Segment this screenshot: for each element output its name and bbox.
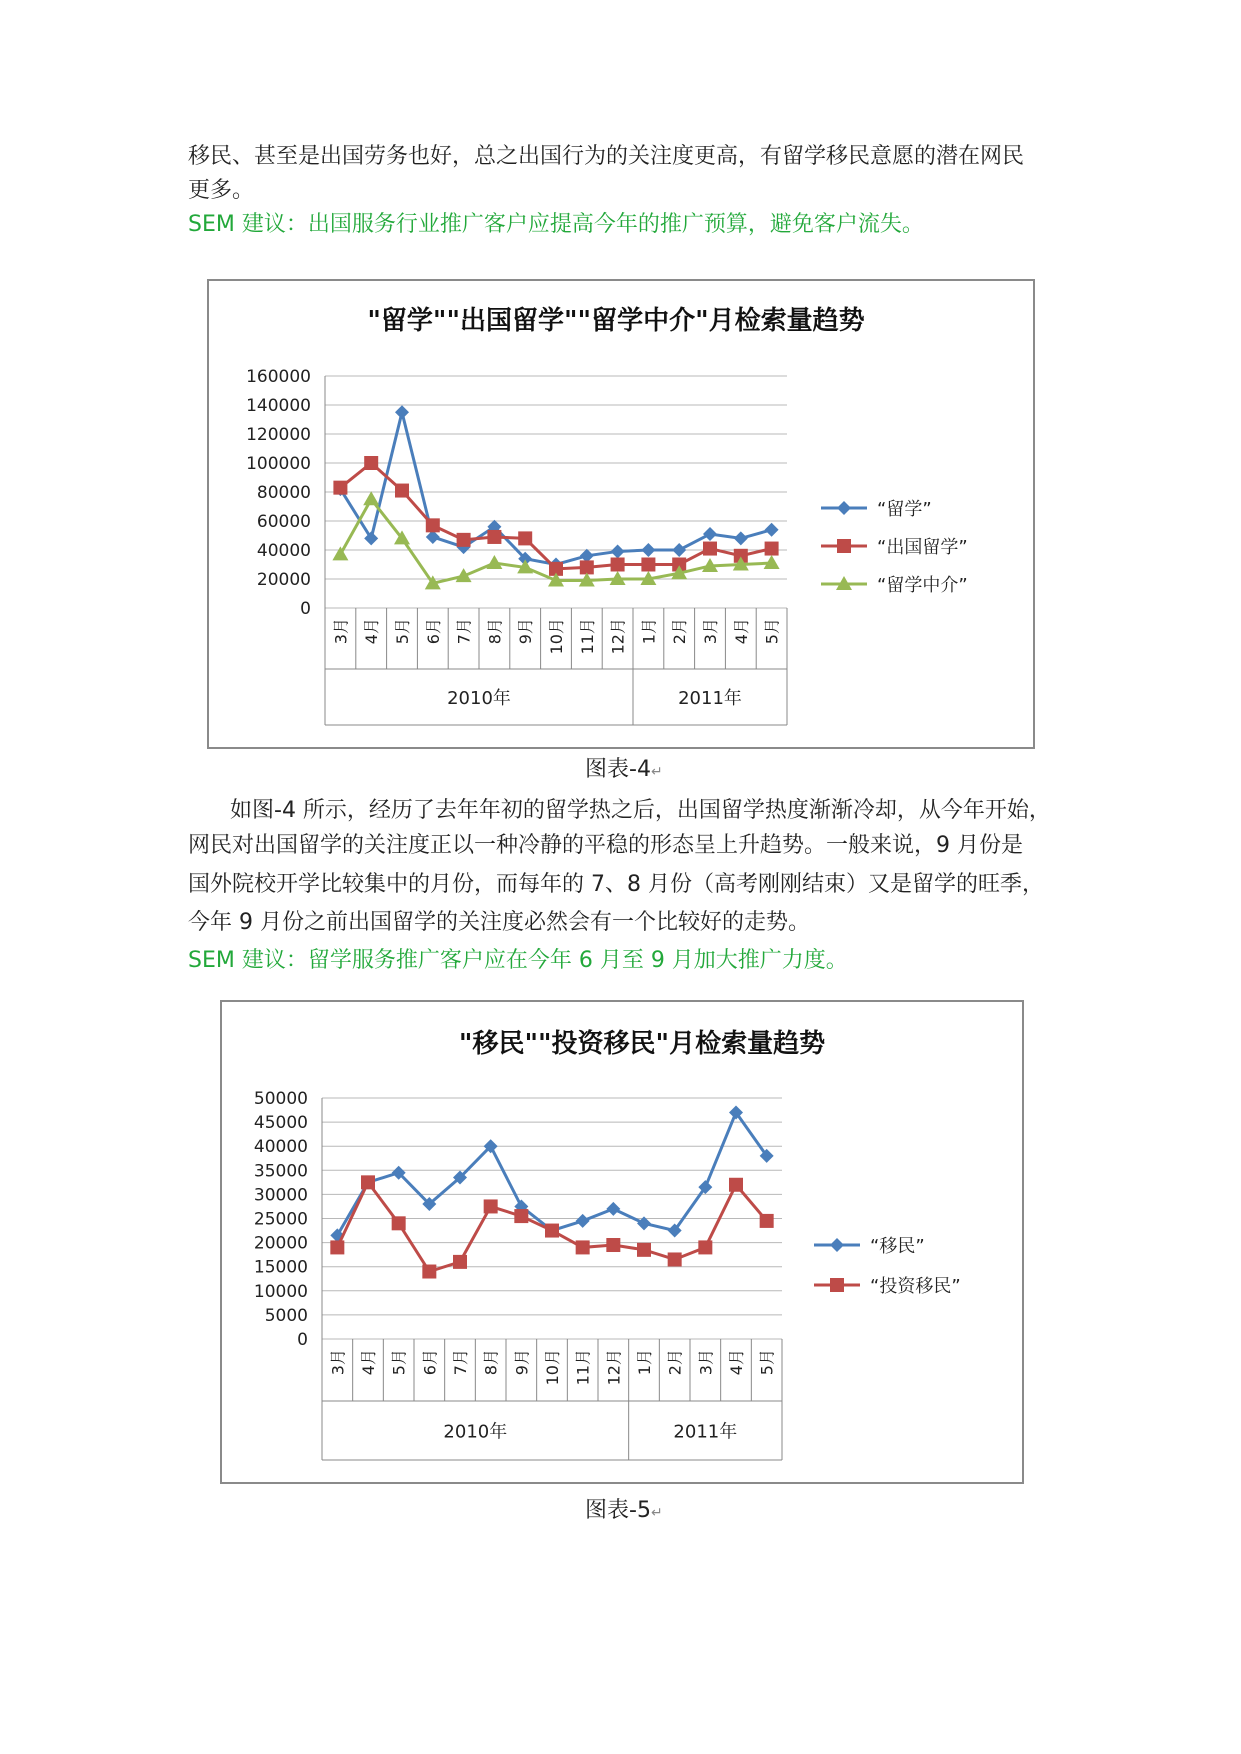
x-tick-label: 6月 [420,1349,440,1376]
x-tick-label: 2月 [665,1349,685,1376]
paragraph-2-line-3: 国外院校开学比较集中的月份，而每年的 7、8 月份（高考刚刚结束）又是留学的旺季， [188,872,1044,897]
legend-label: “投资移民” [870,1276,961,1297]
x-tick-label: 9月 [512,1349,532,1376]
data-point [364,456,378,470]
data-point [518,531,532,545]
x-tick-label: 12月 [604,1349,624,1386]
y-tick-label: 40000 [256,541,311,561]
chart-box-1 [207,279,1035,749]
y-tick-label: 20000 [253,1233,308,1254]
legend-marker [837,501,851,515]
data-point [333,481,347,495]
legend-marker [830,1278,844,1292]
y-tick-label: 10000 [253,1281,308,1302]
data-point [426,518,440,532]
x-tick-label: 2月 [670,618,690,645]
data-point [606,1202,620,1216]
y-tick-label: 5000 [264,1305,308,1326]
y-tick-label: 100000 [246,454,311,474]
paragraph-mark: ↵ [650,1505,663,1521]
data-point [330,1240,344,1254]
y-tick-label: 80000 [256,483,311,503]
y-tick-label: 35000 [253,1161,308,1182]
x-tick-label: 7月 [451,1349,470,1376]
y-tick-label: 0 [300,599,311,619]
data-point [668,1252,682,1266]
legend-label: “留学” [877,499,932,520]
x-tick-label: 4月 [731,618,751,645]
x-tick-label: 6月 [423,618,443,645]
figure-4-caption-text: 图表-4 [585,757,651,782]
data-point [703,542,717,556]
data-point [734,531,748,545]
paragraph-2-line-1: 如图-4 所示，经历了去年年初的留学热之后，出国留学热度渐渐冷却，从今年开始， [230,798,1051,823]
data-point [487,530,501,544]
chart-box-2 [220,1000,1024,1484]
legend-marker [837,539,851,553]
y-tick-label: 140000 [246,396,311,416]
x-tick-label: 5月 [393,618,412,645]
y-tick-label: 25000 [253,1209,308,1230]
y-tick-label: 15000 [253,1257,308,1278]
data-point [457,533,471,547]
paragraph-1-line-2: 更多。 [188,178,255,203]
data-point [637,1243,651,1257]
legend-marker [830,1238,844,1252]
x-tick-label: 1月 [639,618,659,645]
x-tick-label: 12月 [608,618,628,655]
y-tick-label: 20000 [256,570,311,590]
y-tick-label: 30000 [253,1185,308,1206]
figure-5-caption-text: 图表-5 [585,1498,651,1523]
data-point [395,405,409,419]
paragraph-1-line-1: 移民、甚至是出国劳务也好，总之出国行为的关注度更高，有留学移民意愿的潜在网民 [188,144,1025,169]
chart-2 [222,1002,1022,1482]
data-point [580,560,594,574]
y-tick-label: 0 [297,1330,308,1350]
x-tick-label: 3月 [701,618,720,645]
y-tick-label: 50000 [253,1089,308,1109]
x-tick-label: 11月 [577,618,597,655]
group-label: 2011年 [678,688,742,709]
data-point [765,523,779,537]
data-point [364,531,378,545]
group-label: 2010年 [447,688,511,709]
y-tick-label: 45000 [253,1113,308,1134]
data-point [703,527,717,541]
group-label: 2011年 [673,1421,738,1443]
data-point [641,558,655,572]
data-point [395,484,409,498]
data-point [545,1224,559,1238]
x-tick-label: 3月 [328,1349,348,1376]
data-point [332,546,348,560]
data-point [611,558,625,572]
x-tick-label: 8月 [485,618,505,645]
data-point [453,1255,467,1269]
paragraph-2-line-2: 网民对出国留学的关注度正以一种冷静的平稳的形态呈上升趋势。一般来说，9 月份是 [188,833,1023,858]
x-tick-label: 5月 [762,618,782,645]
data-point [422,1265,436,1279]
sem-advice-1: SEM 建议：出国服务行业推广客户应提高今年的推广预算，避免客户流失。 [188,212,924,237]
x-tick-label: 9月 [516,618,536,645]
x-tick-label: 7月 [454,618,474,645]
data-point [576,1214,590,1228]
x-tick-label: 5月 [389,1349,409,1376]
x-tick-label: 3月 [696,1349,716,1376]
legend-label: “留学中介” [877,575,968,596]
x-tick-label: 4月 [362,618,382,645]
x-tick-label: 4月 [359,1349,378,1376]
x-tick-label: 10月 [543,1349,562,1386]
sem-advice-2: SEM 建议：留学服务推广客户应在今年 6 月至 9 月加大推广力度。 [188,948,848,973]
data-point [576,1240,590,1254]
data-point [760,1214,774,1228]
data-point [765,542,779,556]
y-tick-label: 40000 [253,1137,308,1158]
data-point [606,1238,620,1252]
data-point [392,1216,406,1230]
x-tick-label: 3月 [331,618,351,645]
y-tick-label: 160000 [246,367,311,387]
data-point [698,1240,712,1254]
data-point [729,1178,743,1192]
chart-1 [209,281,1033,747]
paragraph-mark: ↵ [650,764,663,780]
x-tick-label: 1月 [635,1349,654,1376]
chart-title: "移民""投资移民"月检索量趋势 [458,1029,826,1059]
x-tick-label: 5月 [757,1349,777,1376]
legend-label: “移民” [870,1236,925,1257]
figure-4-caption [585,752,663,783]
x-tick-label: 8月 [481,1349,501,1376]
data-point [514,1209,528,1223]
group-label: 2010年 [443,1421,508,1443]
data-point [672,543,686,557]
x-tick-label: 10月 [547,618,566,655]
x-tick-label: 4月 [727,1349,746,1376]
paragraph-2-line-4: 今年 9 月份之前出国留学的关注度必然会有一个比较好的走势。 [188,910,810,935]
data-point [486,555,502,569]
data-point [484,1199,498,1213]
data-point [611,544,625,558]
chart-title: "留学""出国留学""留学中介"月检索量趋势 [367,306,865,336]
data-point [363,491,379,505]
data-point [361,1175,375,1189]
legend-label: “出国留学” [877,537,968,558]
y-tick-label: 120000 [246,425,311,445]
figure-5-caption [585,1493,663,1524]
y-tick-label: 60000 [256,512,311,532]
x-tick-label: 11月 [573,1349,593,1386]
data-point [641,543,655,557]
